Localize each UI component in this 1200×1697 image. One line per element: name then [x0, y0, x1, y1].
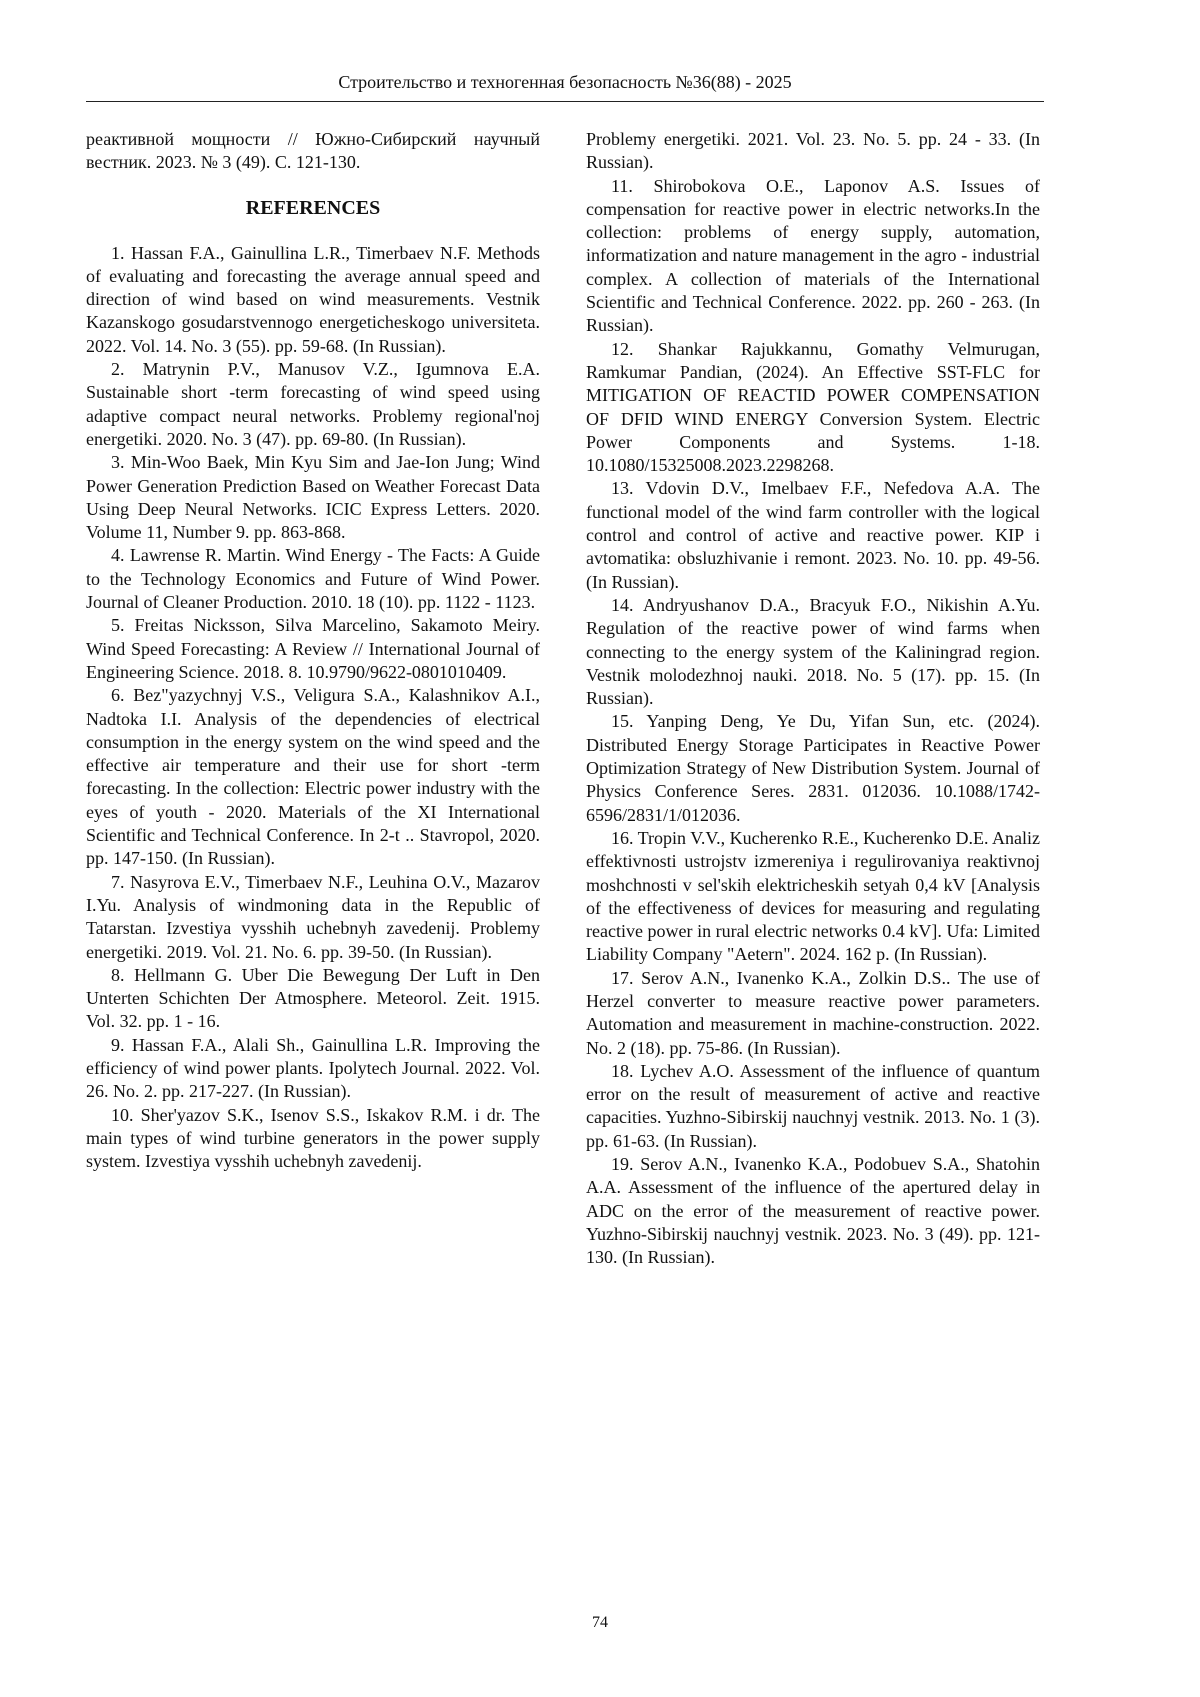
carryover-text: реактивной мощности // Южно-Сибирский научный вестник. 2023. № 3 (49). С. 121-130. — [86, 129, 540, 173]
reference-item: 6. Bez"yazychnyj V.S., Veligura S.A., Kalashnikov A.I., Nadtoka I.I. Analysis of the dependencies of electrical consumption in the energy system on the wind speed and the effective air temperature and their use for short -term forecasting. In the collection: Electric power industry with the eyes of youth - 2020. Materials of the XI International Scientific and Technical Conference. In 2-t .. Stavropol, 2020. pp. 147-150. (In Russian). — [86, 685, 540, 869]
reference-item: 10. Sher'yazov S.K., Isenov S.S., Iskakov R.M. i dr. The main types of wind turbine generators in the power supply system. Izvestiya vysshih uchebnyh zavedenij. — [86, 1104, 540, 1172]
reference-item: 2. Matrynin P.V., Manusov V.Z., Igumnova E.A. Sustainable short -term forecasting of wind speed using adaptive compact neural networks. Problemy regional'noj energetiki. 2020. No. 3 (47). pp. 69-80. (In Russian). — [86, 359, 540, 449]
reference-item: 3. Min-Woo Baek, Min Kyu Sim and Jae-Ion Jung; Wind Power Generation Prediction Based on Weather Forecast Data Using Deep Neural Networks. ICIC Express Letters. 2020. Volume 11, Number 9. pp. 863-868. — [86, 452, 540, 543]
reference-item: 19. Serov A.N., Ivanenko K.A., Podobuev S.A., Shatohin A.A. Assessment of the influence of the apertured delay in ADC on the error of the measurement of reactive power. Yuzhno-Sibirskij nauchnyj vestnik. 2023. No. 3 (49). pp. 121-130. (In Russian). — [586, 1154, 1040, 1268]
header-rule — [86, 101, 1044, 102]
reference-item: 1. Hassan F.A., Gainullina L.R., Timerbaev N.F. Methods of evaluating and forecasting the average annual speed and direction of wind based on wind measurements. Vestnik Kazanskogo gosudarstvennogo energeticheskogo universiteta. 2022. Vol. 14. No. 3 (55). pp. 59-68. (In Russian). — [86, 242, 540, 356]
reference-item: 5. Freitas Nicksson, Silva Marcelino, Sakamoto Meiry. Wind Speed Forecasting: A Review // International Journal of Engineering Science. 2018. 8. 10.9790/9622-0801010409. — [86, 615, 540, 682]
references-heading: REFERENCES — [245, 196, 381, 219]
reference-item: 14. Andryushanov D.A., Bracyuk F.O., Nikishin A.Yu. Regulation of the reactive power of wind farms when connecting to the energy system of the Kaliningrad region. Vestnik molodezhnoj nauki. 2018. No. 5 (17). pp. 15. (In Russian). — [586, 594, 1040, 709]
reference-item: 12. Shankar Rajukkannu, Gomathy Velmurugan, Ramkumar Pandian, (2024). An Effective SST-FLC for MITIGATION OF REACTID POWER COMPENSATION OF DFID WIND ENERGY Conversion System. Electric Power Components and Systems. 1-18. 10.1080/15325008.2023.2298268. — [586, 338, 1040, 476]
reference-item: 8. Hellmann G. Uber Die Bewegung Der Luft in Den Unterten Schichten Der Atmosphere. Meteorol. Zeit. 1915. Vol. 32. pp. 1 - 16. — [86, 964, 540, 1032]
reference-item: 7. Nasyrova E.V., Timerbaev N.F., Leuhina O.V., Mazarov I.Yu. Analysis of windmoning data in the Republic of Tatarstan. Izvestiya vysshih uchebnyh zavedenij. Problemy energetiki. 2019. Vol. 21. No. 6. pp. 39-50. (In Russian). — [86, 871, 540, 962]
reference-item: 15. Yanping Deng, Ye Du, Yifan Sun, etc. (2024). Distributed Energy Storage Participates in Reactive Power Optimization Strategy of New Distribution System. Journal of Physics Conference Seres. 2831. 012036. 10.1088/1742-6596/2831/1/012036. — [586, 711, 1040, 825]
page-number: 74 — [592, 1614, 608, 1631]
right-column — [586, 128, 1040, 1270]
running-title: Строительство и техногенная безопасность №36(88) - 2025 — [338, 72, 792, 92]
reference-item: 4. Lawrense R. Martin. Wind Energy - The Facts: A Guide to the Technology Economics and Future of Wind Power. Journal of Cleaner Production. 2010. 18 (10). pp. 1122 - 1123. — [86, 545, 540, 613]
reference-item: 16. Tropin V.V., Kucherenko R.E., Kucherenko D.E. Analiz effektivnosti ustrojstv izmereniya i regulirovaniya reaktivnoj moshchnosti v sel'skih elektricheskih setyah 0,4 kV [Analysis of the effectiveness of devices for measuring and regulating reactive power in rural electric networks 0.4 kV]. Ufa: Limited Liability Company "Aetern". 2024. 162 p. (In Russian). — [586, 827, 1040, 965]
reference-item: 11. Shirobokova O.E., Laponov A.S. Issues of compensation for reactive power in electric networks.In the collection: problems of energy supply, automation, informatization and nature management in the agro - industrial complex. A collection of materials of the International Scientific and Technical Conference. 2022. pp. 260 - 263. (In Russian). — [586, 175, 1040, 336]
reference-continuation: Problemy energetiki. 2021. Vol. 23. No. 5. pp. 24 - 33. (In Russian). — [586, 129, 1040, 173]
reference-item: 9. Hassan F.A., Alali Sh., Gainullina L.R. Improving the efficiency of wind power plants. Ipolytech Journal. 2022. Vol. 26. No. 2. pp. 217-227. (In Russian). — [86, 1034, 540, 1102]
reference-item: 13. Vdovin D.V., Imelbaev F.F., Nefedova A.A. The functional model of the wind farm controller with the logical control and control of active and reactive power. KIP i avtomatika: obsluzhivanie i remont. 2023. No. 10. pp. 49-56. (In Russian). — [586, 478, 1040, 592]
reference-item: 18. Lychev A.O. Assessment of the influence of quantum error on the result of measurement of active and reactive capacities. Yuzhno-Sibirskij nauchnyj vestnik. 2013. No. 1 (3). pp. 61-63. (In Russian). — [586, 1060, 1040, 1151]
reference-item: 17. Serov A.N., Ivanenko K.A., Zolkin D.S.. The use of Herzel converter to measure reactive power parameters. Automation and measurement in machine-construction. 2022. No. 2 (18). pp. 75-86. (In Russian). — [586, 967, 1040, 1058]
left-column — [86, 128, 540, 1173]
